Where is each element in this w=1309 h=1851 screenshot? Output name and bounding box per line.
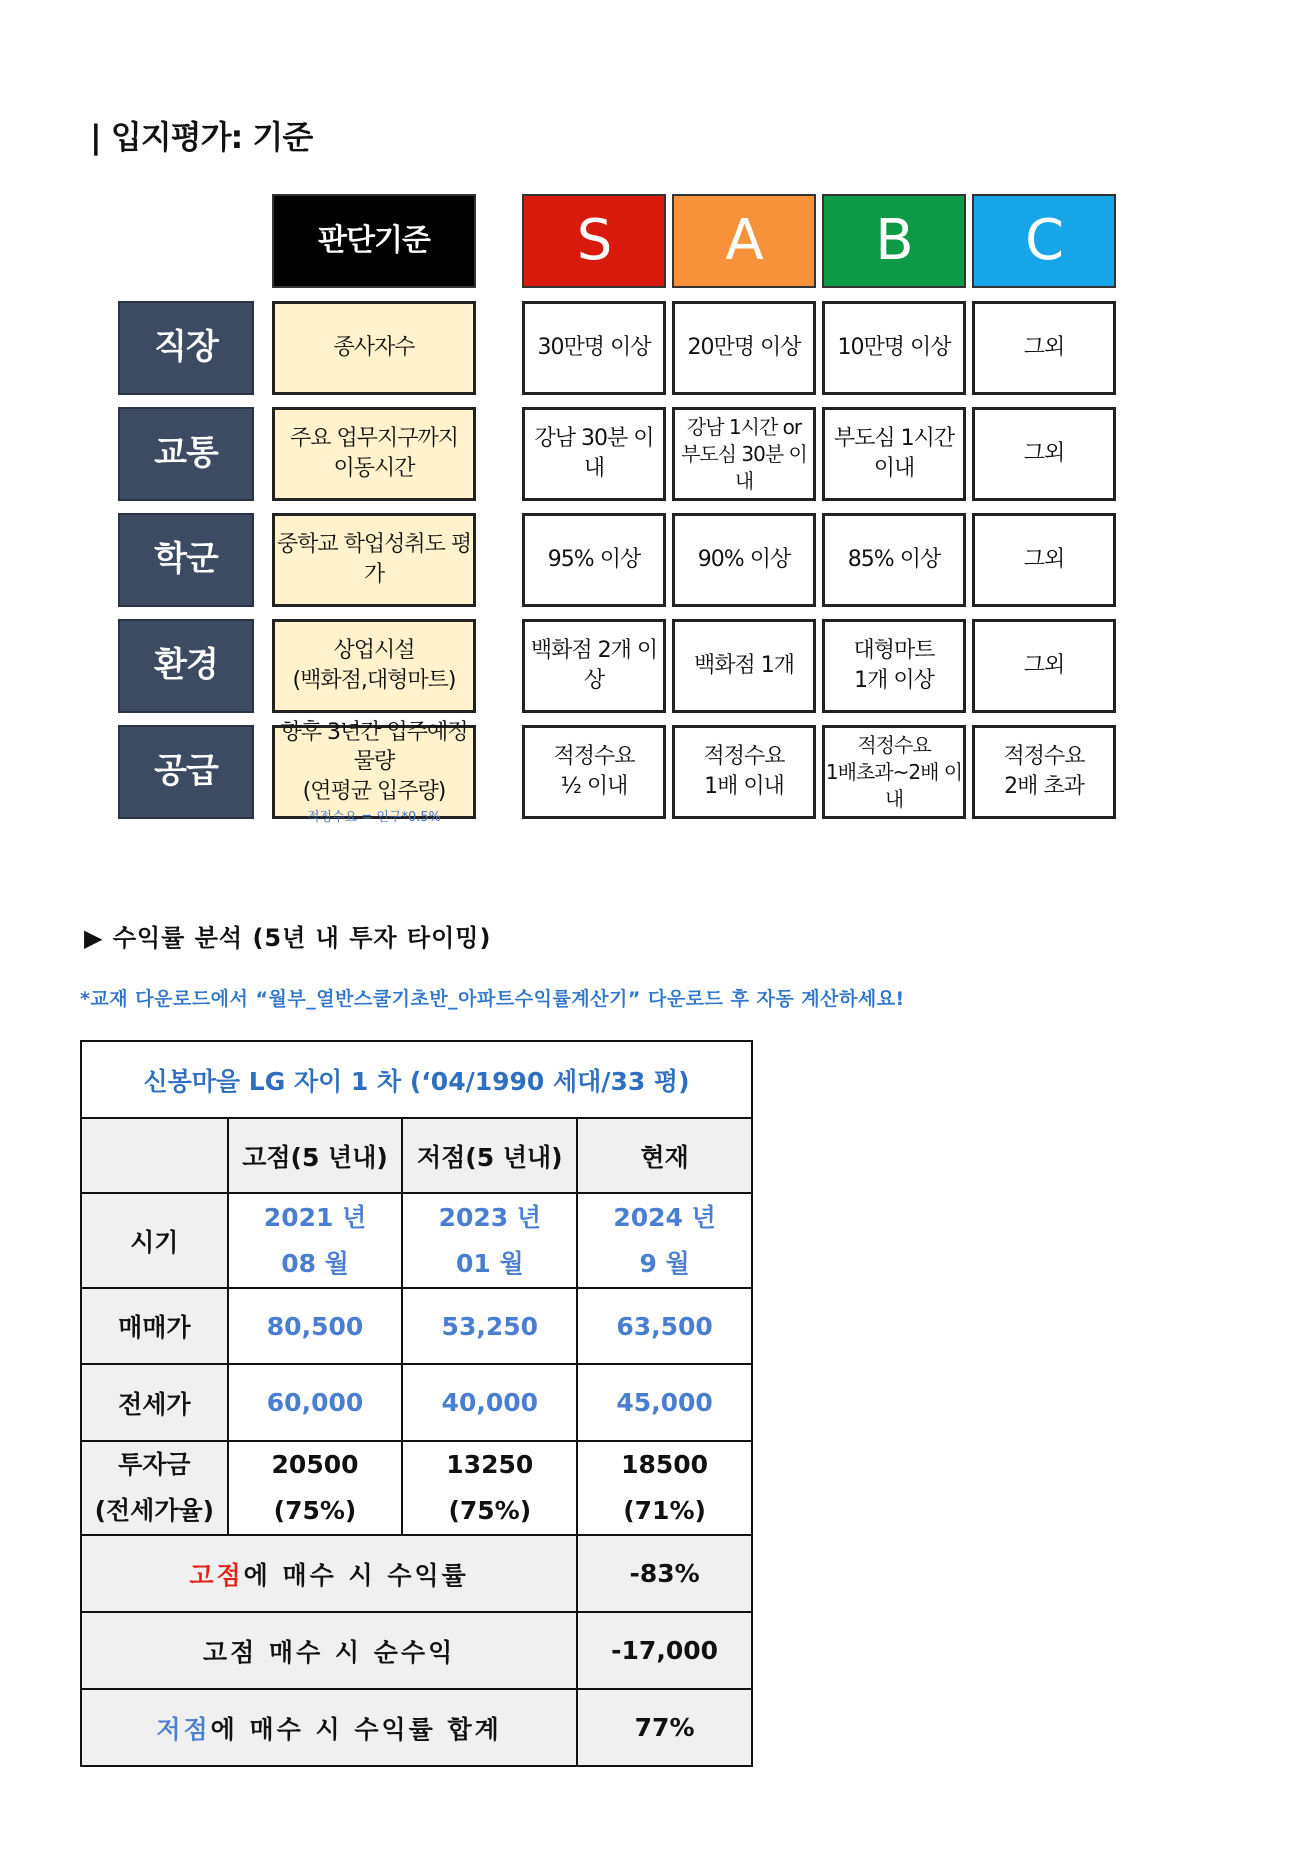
value-cell: 백화점 1개	[672, 619, 816, 713]
value-cell: 적정수요 1배초과~2배 이내	[822, 725, 966, 819]
criterion-3	[272, 619, 476, 713]
jeonse-price-low: 40,000	[402, 1364, 577, 1441]
high-profit-value: -17,000	[577, 1612, 752, 1689]
value-cell: 그외	[972, 513, 1116, 607]
row-label-0: 직장	[118, 301, 254, 395]
value-cell: 강남 30분 이내	[522, 407, 666, 501]
sale-price-current: 63,500	[577, 1288, 752, 1364]
row-label-4: 공급	[118, 725, 254, 819]
empty-header-cell	[81, 1118, 228, 1193]
sale-price-low: 53,250	[402, 1288, 577, 1364]
investment-low: 13250 (75%)	[402, 1441, 577, 1535]
jeonse-price-current: 45,000	[577, 1364, 752, 1441]
section-title: ▶ 수익률 분석 (5년 내 투자 타이밍)	[84, 924, 492, 952]
yield-analysis-table	[80, 1040, 753, 1767]
value-cell: 그외	[972, 619, 1116, 713]
value-cell: 대형마트 1개 이상	[822, 619, 966, 713]
criterion-text: 종사자수	[333, 335, 415, 361]
row-label-2: 학군	[118, 513, 254, 607]
criterion-text: 중학교 학업성취도 평가	[276, 532, 472, 587]
value-cell: 20만명 이상	[672, 301, 816, 395]
download-note: *교재 다운로드에서 “월부_열반스쿨기초반_아파트수익률계산기” 다운로드 후 자동 계산하세요!	[80, 988, 905, 1010]
jeonse-price-label: 전세가	[81, 1364, 228, 1441]
value-cell: 그외	[972, 301, 1116, 395]
period-low: 2023 년 01 월	[402, 1193, 577, 1288]
row-label-1: 교통	[118, 407, 254, 501]
value-cell: 백화점 2개 이상	[522, 619, 666, 713]
criterion-1	[272, 407, 476, 501]
sale-price-label: 매매가	[81, 1288, 228, 1364]
high-return-label: 고점에 매수 시 수익률	[81, 1535, 577, 1612]
value-cell: 적정수요 1배 이내	[672, 725, 816, 819]
grade-header-1: A	[672, 194, 816, 288]
high-return-value: -83%	[577, 1535, 752, 1612]
value-cell: 85% 이상	[822, 513, 966, 607]
sale-price-high: 80,500	[228, 1288, 403, 1364]
value-cell: 적정수요 ½ 이내	[522, 725, 666, 819]
period-current: 2024 년 9 월	[577, 1193, 752, 1288]
value-cell: 30만명 이상	[522, 301, 666, 395]
criteria-header: 판단기준	[272, 194, 476, 288]
period-label: 시기	[81, 1193, 228, 1288]
value-cell: 그외	[972, 407, 1116, 501]
value-cell: 부도심 1시간 이내	[822, 407, 966, 501]
value-cell: 90% 이상	[672, 513, 816, 607]
value-cell: 10만명 이상	[822, 301, 966, 395]
investment-high: 20500 (75%)	[228, 1441, 403, 1535]
value-cell: 95% 이상	[522, 513, 666, 607]
grade-header-0: S	[522, 194, 666, 288]
column-header-low: 저점(5 년내)	[402, 1118, 577, 1193]
page-heading: | 입지평가: 기준	[90, 118, 313, 156]
yield-table-title: 신봉마을 LG 자이 1 차 (‘04/1990 세대/33 평)	[81, 1041, 752, 1118]
column-header-current: 현재	[577, 1118, 752, 1193]
criterion-text: 향후 3년간 입주예정물량 (연평균 입주량)	[280, 719, 468, 805]
column-header-high: 고점(5 년내)	[228, 1118, 403, 1193]
criterion-0	[272, 301, 476, 395]
grade-header-3: C	[972, 194, 1116, 288]
investment-label: 투자금 (전세가율)	[81, 1441, 228, 1535]
criterion-text: 상업시설 (백화점,대형마트)	[292, 638, 456, 693]
investment-current: 18500 (71%)	[577, 1441, 752, 1535]
value-cell: 강남 1시간 or 부도심 30분 이내	[672, 407, 816, 501]
high-profit-label: 고점 매수 시 순수익	[81, 1612, 577, 1689]
criterion-note: 적정수요 = 인구*0.5%	[306, 809, 442, 825]
period-high: 2021 년 08 월	[228, 1193, 403, 1288]
low-return-value: 77%	[577, 1689, 752, 1766]
grade-header-2: B	[822, 194, 966, 288]
criterion-text: 주요 업무지구까지 이동시간	[289, 426, 458, 481]
value-cell: 적정수요 2배 초과	[972, 725, 1116, 819]
low-return-label: 저점에 매수 시 수익률 합계	[81, 1689, 577, 1766]
row-label-3: 환경	[118, 619, 254, 713]
criterion-2	[272, 513, 476, 607]
criterion-4	[272, 719, 476, 825]
jeonse-price-high: 60,000	[228, 1364, 403, 1441]
